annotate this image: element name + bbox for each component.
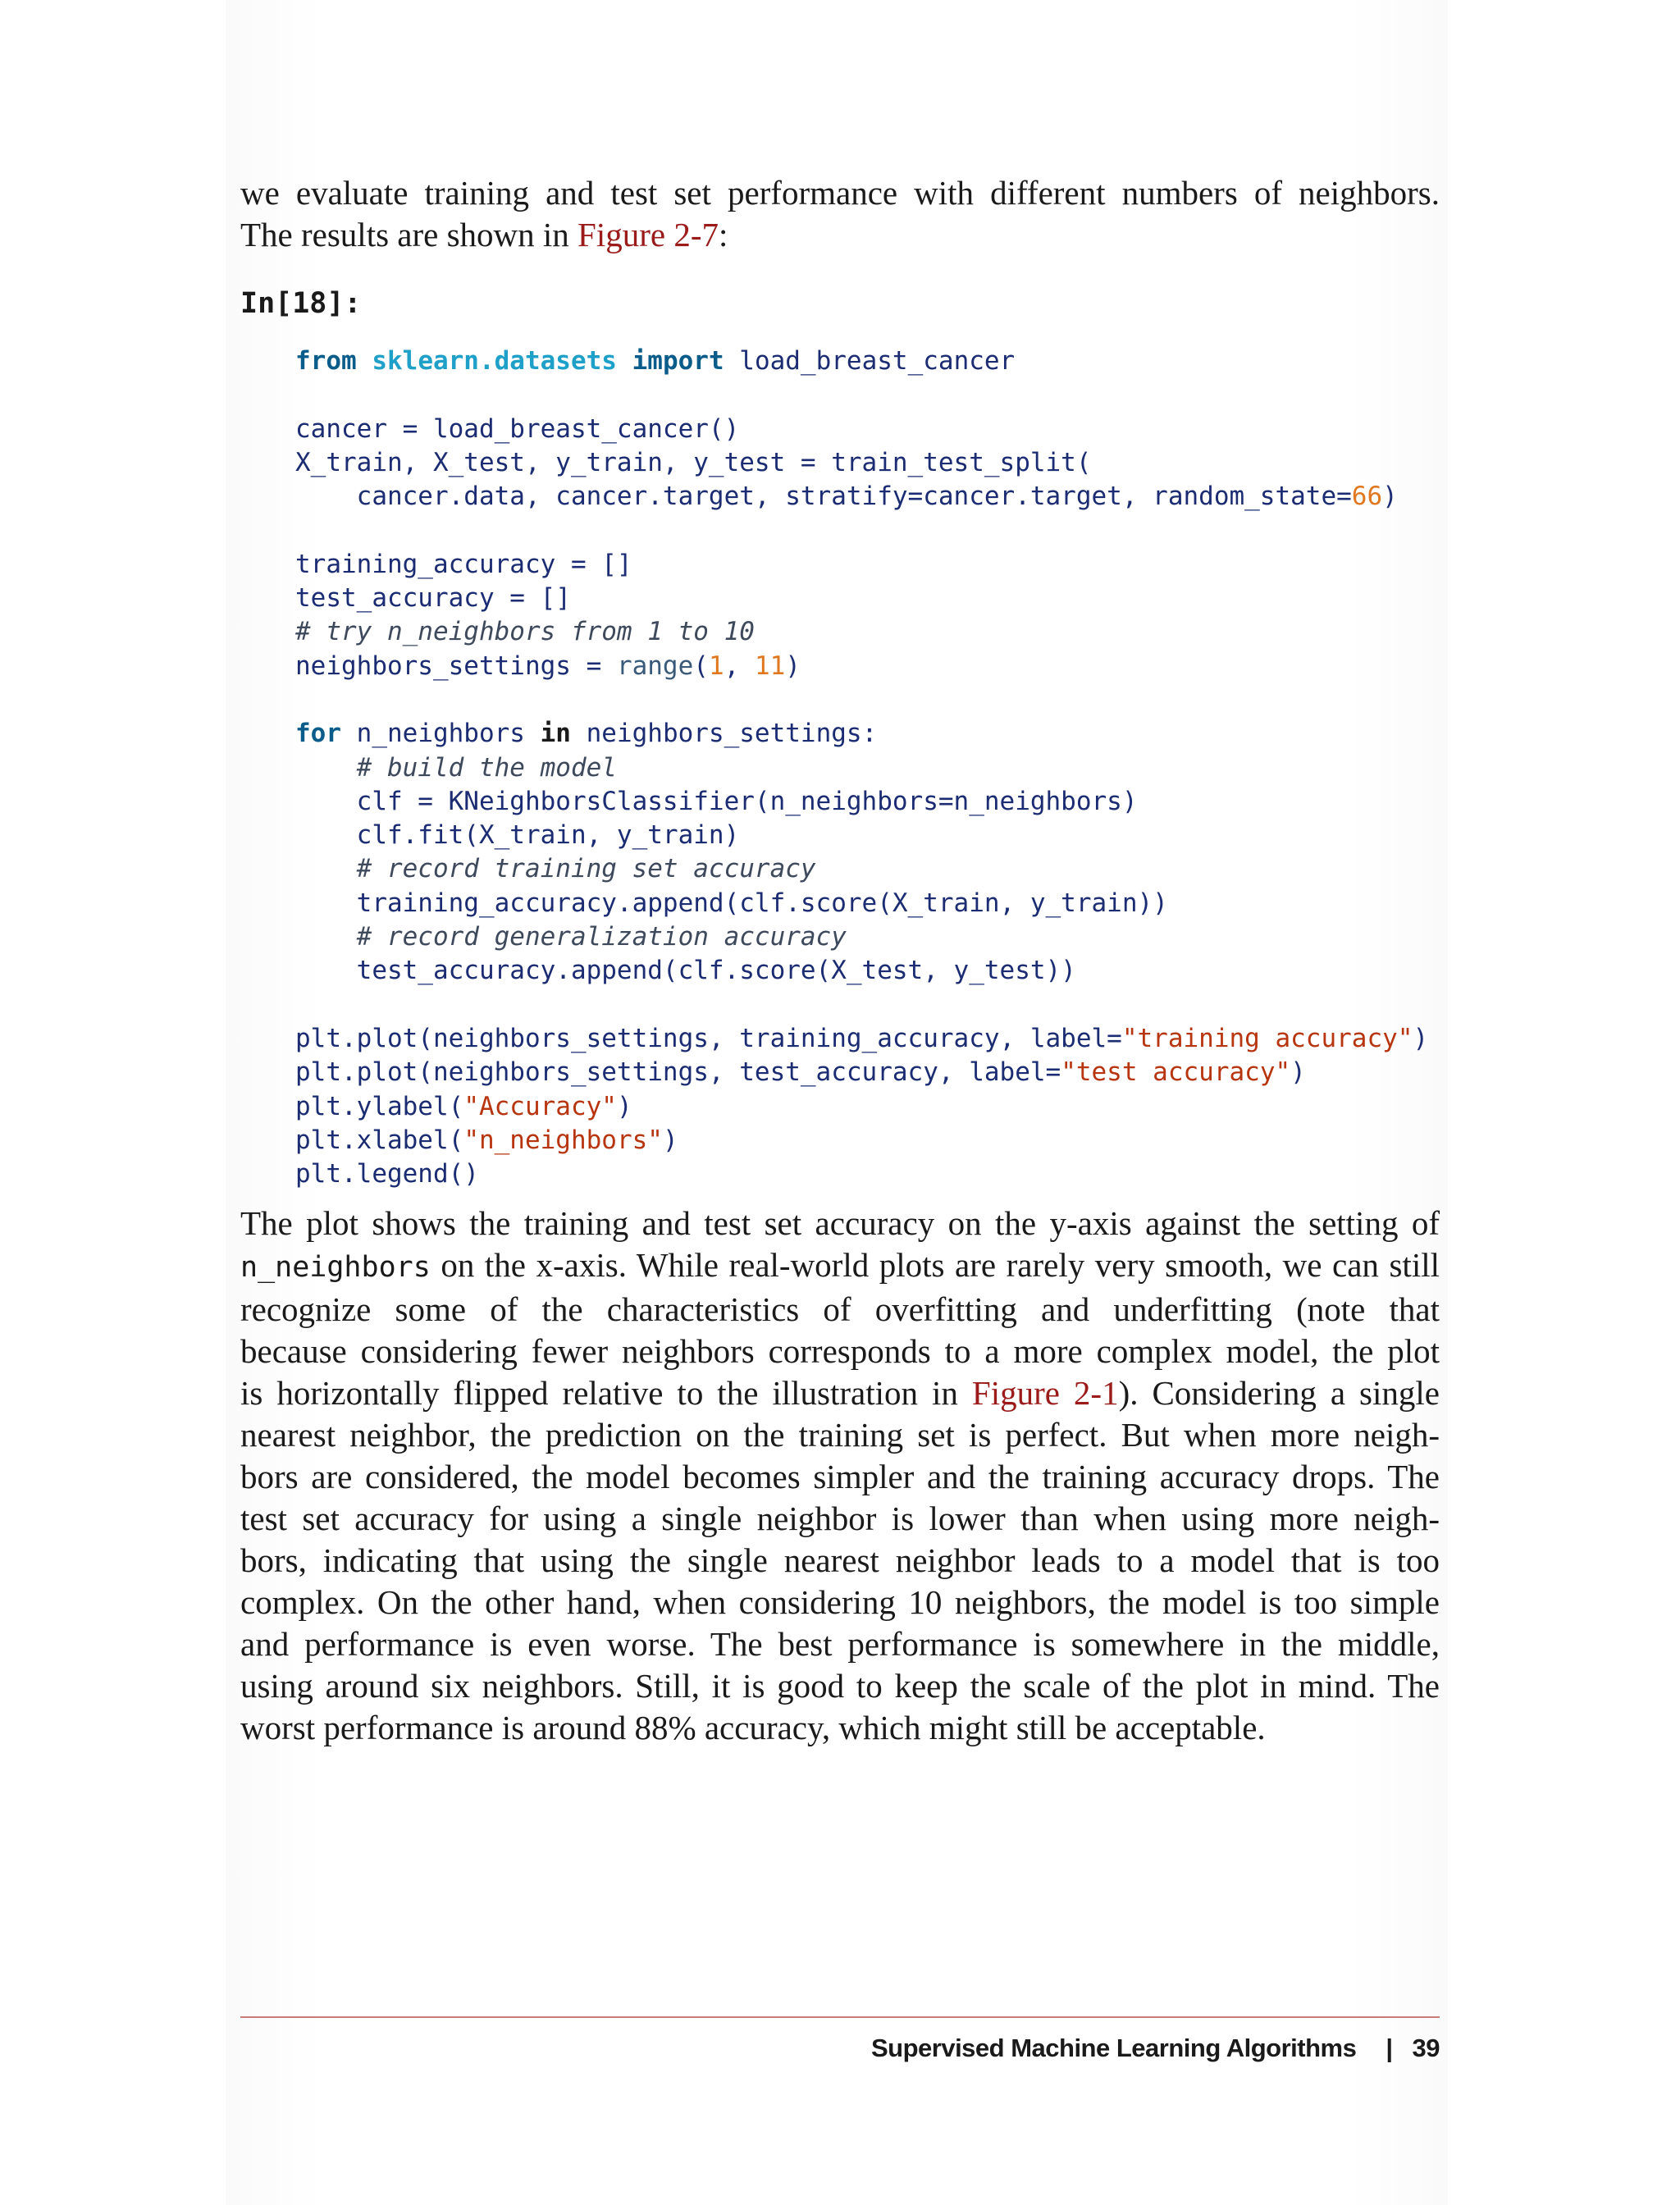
figure-link[interactable]: Figure 2-1 — [971, 1374, 1119, 1413]
code-line: plt.plot(neighbors_settings, training_accuracy, label="training accuracy") — [295, 1023, 1429, 1053]
code-line-blank — [295, 683, 1440, 717]
body-line: test set accuracy for using a single neighbor is lower than when using more neigh- — [240, 1500, 1440, 1538]
inline-code: n_neighbors — [240, 1251, 431, 1285]
code-block — [295, 345, 1440, 1191]
body-line: The plot shows the training and test set accuracy on the y-axis against the setting of — [240, 1204, 1440, 1243]
code-line-blank — [295, 378, 1440, 412]
body-line: nearest neighbor, the prediction on the training set is perfect. But when more neigh- — [240, 1416, 1440, 1454]
body-line: is horizontally flipped relative to the illustration in Figure 2-1). Considering a single — [240, 1374, 1440, 1413]
code-line: plt.plot(neighbors_settings, test_accuracy, label="test accuracy") — [295, 1057, 1306, 1088]
footer-separator: | — [1386, 2034, 1393, 2062]
figure-link[interactable]: Figure 2-7 — [578, 216, 719, 253]
code-line: X_train, X_test, y_train, y_test = train_test_split( — [295, 447, 1092, 477]
code-line-blank — [295, 988, 1440, 1022]
code-comment: # record generalization accuracy — [295, 922, 847, 952]
body-line: n_neighbors on the x-axis. While real-world plots are rarely very smooth, we can still — [240, 1246, 1440, 1285]
code-line: from sklearn.datasets import load_breast_cancer — [295, 346, 1016, 376]
code-comment: # try n_neighbors from 1 to 10 — [295, 617, 755, 647]
intro-line: The results are shown in Figure 2-7: — [240, 216, 728, 253]
footer-section-title: Supervised Machine Learning Algorithms — [870, 2034, 1357, 2062]
footer-rule — [240, 2016, 1440, 2018]
code-line: plt.ylabel("Accuracy") — [295, 1091, 632, 1121]
code-line: clf = KNeighborsClassifier(n_neighbors=n_neighbors) — [295, 786, 1138, 816]
body-line: bors, indicating that using the single nearest neighbor leads to a model that is too — [240, 1541, 1440, 1580]
code-line: training_accuracy = [] — [295, 549, 632, 579]
body-line: because considering fewer neighbors corresponds to a more complex model, the plot — [240, 1332, 1440, 1371]
body-line: worst performance is around 88% accuracy, which might still be acceptable. — [240, 1709, 1266, 1747]
code-line: neighbors_settings = range(1, 11) — [295, 651, 801, 681]
body-line: bors are considered, the model becomes simpler and the training accuracy drops. The — [240, 1458, 1440, 1496]
code-comment: # record training set accuracy — [295, 854, 816, 884]
code-line: test_accuracy.append(clf.score(X_test, y_test)) — [295, 956, 1076, 986]
code-line-blank — [295, 514, 1440, 547]
body-line: recognize some of the characteristics of overfitting and underfitting (note that — [240, 1290, 1440, 1329]
body-paragraph — [240, 1203, 1440, 1749]
code-line: cancer = load_breast_cancer() — [295, 413, 740, 444]
body-line: complex. On the other hand, when considering 10 neighbors, the model is too simple — [240, 1583, 1440, 1622]
code-line: plt.legend() — [295, 1159, 479, 1189]
intro-paragraph — [240, 172, 1440, 256]
code-line: clf.fit(X_train, y_train) — [295, 820, 740, 851]
code-line: plt.xlabel("n_neighbors") — [295, 1125, 678, 1155]
body-line: using around six neighbors. Still, it is good to keep the scale of the plot in mind. The — [240, 1667, 1440, 1705]
intro-line: we evaluate training and test set performance with different numbers of neighbors. — [240, 174, 1440, 212]
code-line: training_accuracy.append(clf.score(X_train, y_train)) — [295, 888, 1168, 918]
page-footer — [871, 2028, 1440, 2069]
cell-input-label: In[18]: — [240, 287, 362, 320]
code-comment: # build the model — [295, 752, 617, 783]
page-number: 39 — [1412, 2034, 1440, 2062]
code-line: for n_neighbors in neighbors_settings: — [295, 719, 878, 749]
code-line: test_accuracy = [] — [295, 583, 571, 614]
code-line: cancer.data, cancer.target, stratify=cancer.target, random_state=66) — [295, 482, 1398, 512]
page-content — [240, 172, 1440, 1749]
body-line: and performance is even worse. The best performance is somewhere in the middle, — [240, 1625, 1440, 1664]
